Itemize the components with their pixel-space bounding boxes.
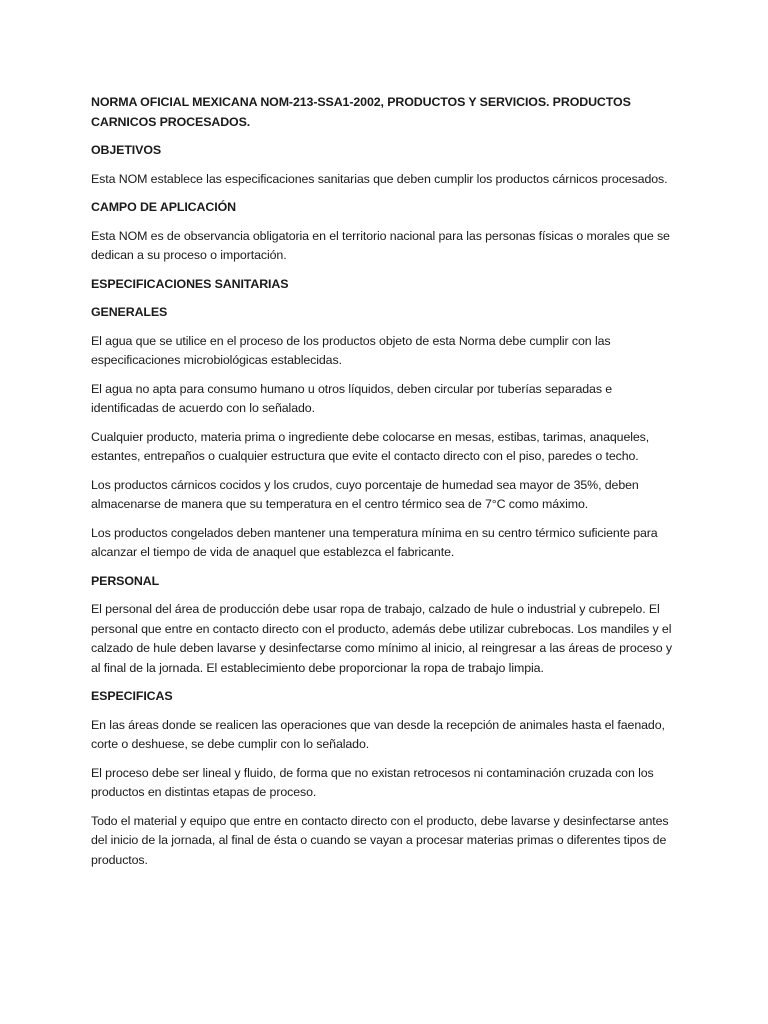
document-title: NORMA OFICIAL MEXICANA NOM-213-SSA1-2002, PRODUCTOS Y SERVICIOS. PRODUCTOS CARNICOS PROCESADOS. bbox=[91, 95, 631, 129]
paragraph: Esta NOM establece las especificaciones sanitarias que deben cumplir los productos cárnicos procesados. bbox=[91, 171, 668, 186]
section-heading-especificas: ESPECIFICAS bbox=[91, 689, 173, 703]
section-heading-generales: GENERALES bbox=[91, 305, 168, 319]
paragraph: Todo el material y equipo que entre en contacto directo con el producto, debe lavarse y desinfectarse antes del inicio de la jornada, al final de ésta o cuando se vayan a procesar materias primas o diferentes tipos de productos. bbox=[91, 813, 669, 867]
paragraph: Cualquier producto, materia prima o ingrediente debe colocarse en mesas, estibas, tarimas, anaqueles, estantes, entrepaños o cualquier estructura que evite el contacto directo con el piso, paredes o techo. bbox=[91, 429, 650, 463]
paragraph: Los productos congelados deben mantener una temperatura mínima en su centro térmico suficiente para alcanzar el tiempo de vida de anaquel que establezca el fabricante. bbox=[91, 525, 658, 559]
section-heading-campo-de-aplicacion: CAMPO DE APLICACIÓN bbox=[91, 200, 236, 214]
paragraph: El proceso debe ser lineal y fluido, de forma que no existan retrocesos ni contaminación cruzada con los productos en distintas etapas de proceso. bbox=[91, 765, 654, 799]
section-heading-personal: PERSONAL bbox=[91, 573, 160, 588]
paragraph: El agua no apta para consumo humano u otros líquidos, deben circular por tuberías separadas e identificadas de acuerdo con lo señalado. bbox=[91, 381, 613, 415]
paragraph: El personal del área de producción debe usar ropa de trabajo, calzado de hule o industrial y cubrepelo. El personal que entre en contacto directo con el producto, además debe utilizar cubrebocas. Los mandiles y el calzado de hule deben lavarse y desinfectarse como mínimo al inicio, al reingresar a las áreas de proceso y al final de la jornada. El establecimiento debe proporcionar la ropa de trabajo limpia. bbox=[91, 602, 672, 675]
paragraph: Los productos cárnicos cocidos y los crudos, cuyo porcentaje de humedad sea mayor de 35%, deben almacenarse de manera que su temperatura en el centro térmico sea de 7°C como máximo. bbox=[91, 477, 639, 511]
paragraph: El agua que se utilice en el proceso de los productos objeto de esta Norma debe cumplir con las especificaciones microbiológicas establecidas. bbox=[91, 333, 611, 367]
paragraph: Esta NOM es de observancia obligatoria en el territorio nacional para las personas físicas o morales que se dedican a su proceso o importación. bbox=[91, 228, 670, 262]
paragraph: En las áreas donde se realicen las operaciones que van desde la recepción de animales hasta el faenado, corte o deshuese, se debe cumplir con lo señalado. bbox=[91, 717, 665, 751]
document-page bbox=[91, 93, 681, 879]
section-heading-objetivos: OBJETIVOS bbox=[91, 143, 162, 157]
section-heading-especificaciones-sanitarias: ESPECIFICACIONES SANITARIAS bbox=[91, 276, 289, 291]
